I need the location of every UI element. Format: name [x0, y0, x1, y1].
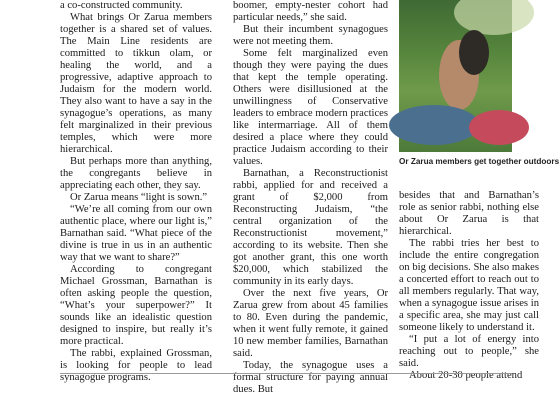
- paragraph: Or Zarua means “light is sown.”: [70, 192, 208, 203]
- paragraph: Today, the synagogue uses a formal structure for paying annual dues. But: [233, 360, 388, 395]
- congregation-photo: [399, 0, 512, 152]
- paragraph: Over the next five years, Or Zarua grew from about 45 families to 80. Even during the pandemic, when it went fully remote, it gained 10 new member families, Barnathan said.: [233, 288, 388, 359]
- paragraph: But their incumbent synagogues were not meeting them.: [233, 24, 388, 47]
- paragraph: The rabbi, explained Grossman, is looking for people to lead synagogue programs.: [60, 348, 212, 383]
- article-column-2: [233, 0, 388, 396]
- paragraph: About 20-30 people attend: [409, 370, 523, 381]
- photo-sky-patch: [454, 0, 534, 35]
- article-column-3: [399, 190, 539, 382]
- paragraph: a co-constructed community.: [60, 0, 183, 11]
- photo-person: [459, 30, 489, 75]
- bottom-rule: [60, 373, 512, 374]
- paragraph: “We’re all coming from our own authentic place, where our light is,” Barnathan said. “What piece of the divine is true in us in an authentic way that we want to share?”: [60, 204, 212, 263]
- photo-blanket: [389, 105, 479, 145]
- paragraph: boomer, empty-nester cohort had particular needs,” she said.: [233, 0, 388, 23]
- photo-caption: Or Zarua members get together outdoors: [399, 157, 559, 166]
- paragraph: “I put a lot of energy into reaching out to people,” she said.: [399, 334, 539, 369]
- photo-blanket: [469, 110, 529, 145]
- paragraph: But perhaps more than anything, the congregants believe in appreciating each other, they say.: [60, 156, 212, 191]
- paragraph: besides that and Barnathan’s role as senior rabbi, nothing else about Or Zarua is that hierarchical.: [399, 190, 539, 237]
- paragraph: Some felt marginalized even though they were paying the dues that kept the temple operating. Others were disillusioned at the unwillingness of Conservative leaders to embrace modern practices like intermarriage. All of them desired a place where they could practice Judaism according to their values.: [233, 48, 388, 167]
- article-column-1: [60, 0, 212, 384]
- paragraph: What brings Or Zarua members together is a shared set of values. The Main Line residents are committed to tikkun olam, or healing the world, and a progressive, adaptive approach to Judaism for the modern world. They also want to have a say in the synagogue’s operations, as many felt marginalized in their previous temples, which were more hierarchical.: [60, 12, 212, 155]
- paragraph: According to congregant Michael Grossman, Barnathan is often asking people the question, “What’s your superpower?” It sounds like an idealistic question designed to inspire, but really it’s more practical.: [60, 264, 212, 347]
- paragraph: The rabbi tries her best to include the entire congregation on big decisions. She also makes a concerted effort to reach out to all members regularly. That way, when a synagogue issue arises in a specific area, she may just call someone likely to understand it.: [399, 238, 539, 333]
- paragraph: Barnathan, a Reconstructionist rabbi, applied for and received a grant of $2,000 from Reconstructing Judaism, “the central organization of the Reconstructionist movement,” according to its website. Then she got another grant, this one worth $20,000, which stabilized the community in its early days.: [233, 168, 388, 287]
